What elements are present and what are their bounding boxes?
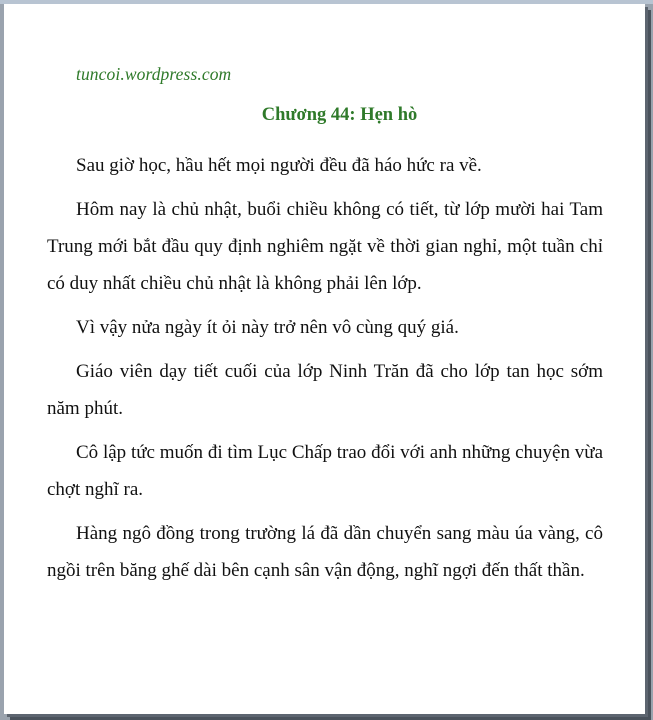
paragraph: Hôm nay là chủ nhật, buổi chiều không có tiết, từ lớp mười hai Tam Trung mới bắt đầu quy định nghiêm ngặt về thời gian nghỉ, một tuần chỉ có duy nhất chiều chủ nhật là không phải lên lớp. xyxy=(47,199,603,294)
paragraph: Cô lập tức muốn đi tìm Lục Chấp trao đổi với anh những chuyện vừa chợt nghĩ ra. xyxy=(47,442,603,500)
document-page xyxy=(4,4,645,714)
paragraph: Sau giờ học, hầu hết mọi người đều đã háo hức ra về. xyxy=(76,155,482,176)
document-body xyxy=(47,147,603,596)
paragraph: Vì vậy nửa ngày ít ỏi này trở nên vô cùng quý giá. xyxy=(76,317,459,338)
paragraph: Hàng ngô đồng trong trường lá đã dần chuyển sang màu úa vàng, cô ngồi trên băng ghế dài bên cạnh sân vận động, nghĩ ngợi đến thất thần. xyxy=(47,523,603,581)
watermark: tuncoi.wordpress.com xyxy=(76,64,232,84)
chapter-title: Chương 44: Hẹn hò xyxy=(261,105,418,125)
paragraph: Giáo viên dạy tiết cuối của lớp Ninh Trăn đã cho lớp tan học sớm năm phút. xyxy=(47,361,603,419)
